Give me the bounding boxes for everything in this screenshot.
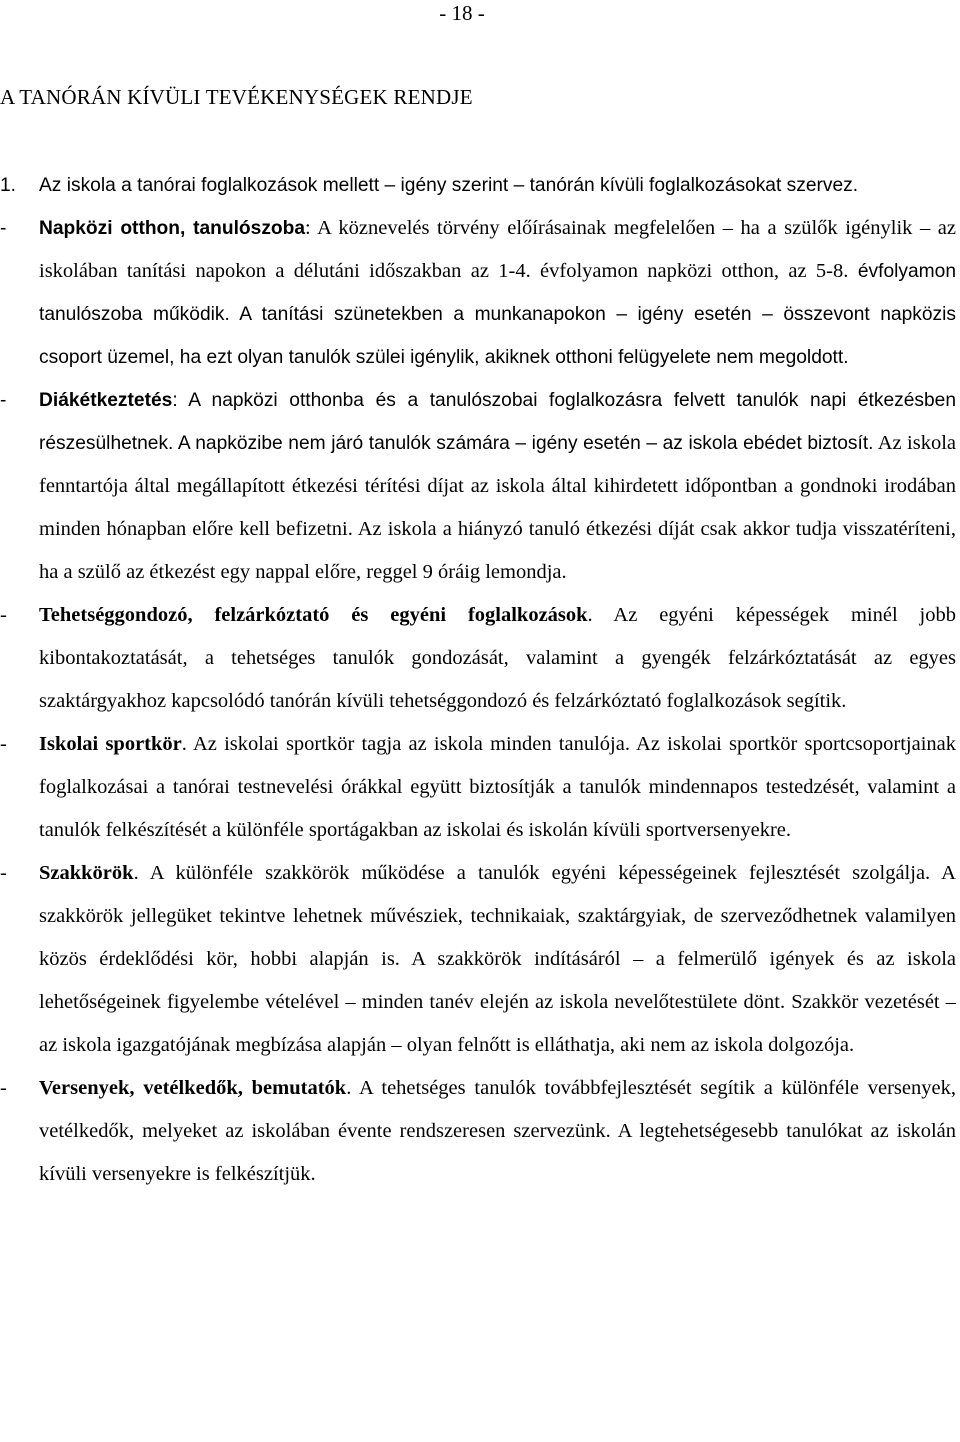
list-item-napkozi <box>0 207 956 379</box>
page-number-text: - 18 - <box>439 1 485 25</box>
list-item-sportkor <box>0 723 956 852</box>
list-marker: - <box>0 1077 7 1099</box>
list-item-szakkorok <box>0 852 956 1067</box>
list-marker: 1. <box>0 175 17 196</box>
intro-paragraph <box>0 164 956 207</box>
list-marker: - <box>0 733 7 755</box>
list-item-diaketkeztetes <box>0 379 956 594</box>
item-heading: Tehetséggondozó, felzárkóztató és egyéni foglalkozások <box>39 604 588 626</box>
item-text: . A különféle szakkörök működése a tanulók egyéni képességeinek fejlesztését szolgálja. A szakkörök jellegüket tekintve lehetnek művésziek, technikaiak, szaktárgyiak, de szerveződhetnek valamilyen közös érdeklődési kör, hobbi alapján is. A szakkörök indításáról – a felmerülő igények és az iskola lehetőségeinek figyelembe vételével – minden tanév elején az iskola nevelőtestülete dönt. Szakkör vezetését – az iskola igazgatójának megbízása alapján – olyan felnőtt is elláthatja, aki nem az iskola dolgozója. <box>39 862 956 1056</box>
item-heading: Szakkörök <box>39 862 134 884</box>
item-text: : A köznevelés törvény előírásainak megfelelően – ha a szülők igénylik – az iskolában tanítási napokon a délutáni időszakban az 1-4. évfolyamon napközi otthon, az 5-8. <box>39 217 956 282</box>
item-heading: Iskolai sportkör <box>39 733 182 755</box>
item-heading: Versenyek, vetélkedők, bemutatók <box>39 1077 347 1099</box>
item-text: évfolyamon tanulószoba működik. A tanítási szünetekben a munkanapokon – igény esetén – összevont napközis csoport üzemel, ha ezt olyan tanulók szülei igénylik, akiknek otthoni felügyelete nem megoldott. <box>39 261 957 368</box>
list-marker: - <box>0 218 7 239</box>
intro-text: Az iskola a tanórai foglalkozások mellett – igény szerint – tanórán kívüli foglalkozásokat szervez. <box>39 175 859 196</box>
list-marker: - <box>0 862 7 884</box>
item-text: Az iskola fenntartója által megállapított étkezési térítési díjat az iskola által kihirdetett időpontban a gondnoki irodában minden hónapban előre kell befizetni. Az iskola a hiányzó tanuló étkezési díját csak akkor tudja visszatéríteni, ha a szülő az étkezést egy nappal előre, reggel 9 óráig lemondja. <box>39 432 956 583</box>
section-title: A TANÓRÁN KÍVÜLI TEVÉKENYSÉGEK RENDJE <box>0 85 473 109</box>
page-number <box>0 0 960 26</box>
list-marker: - <box>0 390 7 411</box>
list-item-versenyek <box>0 1067 956 1196</box>
item-heading: Diákétkeztetés <box>39 390 173 411</box>
section-body <box>0 164 956 1196</box>
list-marker: - <box>0 604 7 626</box>
item-text: . A tehetséges tanulók továbbfejlesztését segítik a különféle versenyek, vetélkedők, melyeket az iskolában évente rendszeresen szervezünk. A legtehetségesebb tanulókat az iskolán kívüli versenyekre is felkészítjük. <box>39 1077 956 1185</box>
list-item-tehetseggondozo <box>0 594 956 723</box>
item-heading: Napközi otthon, tanulószoba <box>39 218 306 239</box>
item-text: . Az iskolai sportkör tagja az iskola minden tanulója. Az iskolai sportkör sportcsoportjainak foglalkozásai a tanórai testnevelési órákkal együtt biztosítják a tanulók mindennapos testedzését, valamint a tanulók felkészítését a különféle sportágakban az iskolai és iskolán kívüli sportversenyekre. <box>39 733 956 841</box>
item-text: . Az egyéni képességek minél jobb kibontakoztatását, a tehetséges tanulók gondozását, valamint a gyengék felzárkóztatását az egyes szaktárgyakhoz kapcsolódó tanórán kívüli tehetséggondozó és felzárkóztató foglalkozások segítik. <box>39 604 956 712</box>
item-text: : A napközi otthonba és a tanulószobai foglalkozásra felvett tanulók napi étkezésben részesülhetnek. A napközibe nem járó tanulók számára – igény esetén – az iskola ebédet biztosít. <box>39 390 956 454</box>
